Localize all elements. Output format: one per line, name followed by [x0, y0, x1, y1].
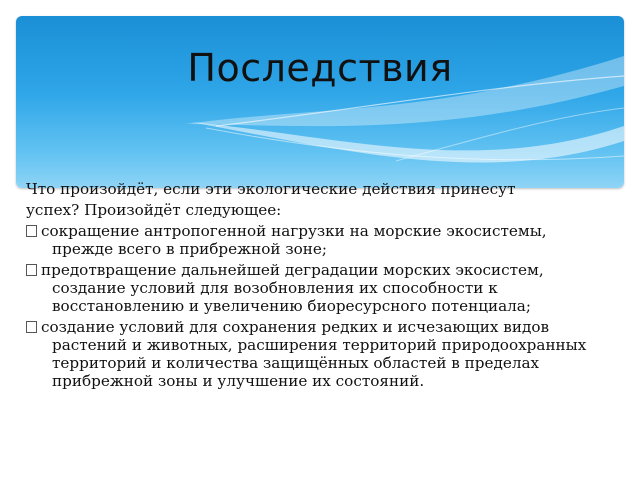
- paragraph-text: успех? Произойдёт следующее:: [26, 201, 282, 219]
- bullet-item: [26, 318, 612, 390]
- bullet-text: предотвращение дальнейшей деградации морских экосистем, создание условий для возобновления их способности к восстановлению и увеличению биоресурсного потенциала;: [41, 261, 544, 315]
- paragraph-text: Что произойдёт, если эти экологические действия принесут: [26, 180, 516, 198]
- wave-decoration: [16, 16, 624, 188]
- body-text-line: [26, 180, 612, 198]
- bullet-item: [26, 261, 612, 315]
- bullet-item: [26, 222, 612, 258]
- bullet-text: сокращение антропогенной нагрузки на морские экосистемы, прежде всего в прибрежной зоне;: [41, 222, 547, 258]
- bullet-box-icon: [26, 225, 37, 237]
- body-text-line: [26, 201, 612, 219]
- slide-title: Последствия: [187, 46, 453, 90]
- bullet-text: создание условий для сохранения редких и исчезающих видов растений и животных, расширения территорий природоохранных территорий и количества защищённых областей в пределах прибрежной зоны и улучшение их состояний.: [41, 318, 587, 390]
- title-banner: [16, 16, 624, 188]
- bullet-box-icon: [26, 264, 37, 276]
- bullet-box-icon: [26, 321, 37, 333]
- slide-body: [26, 180, 612, 393]
